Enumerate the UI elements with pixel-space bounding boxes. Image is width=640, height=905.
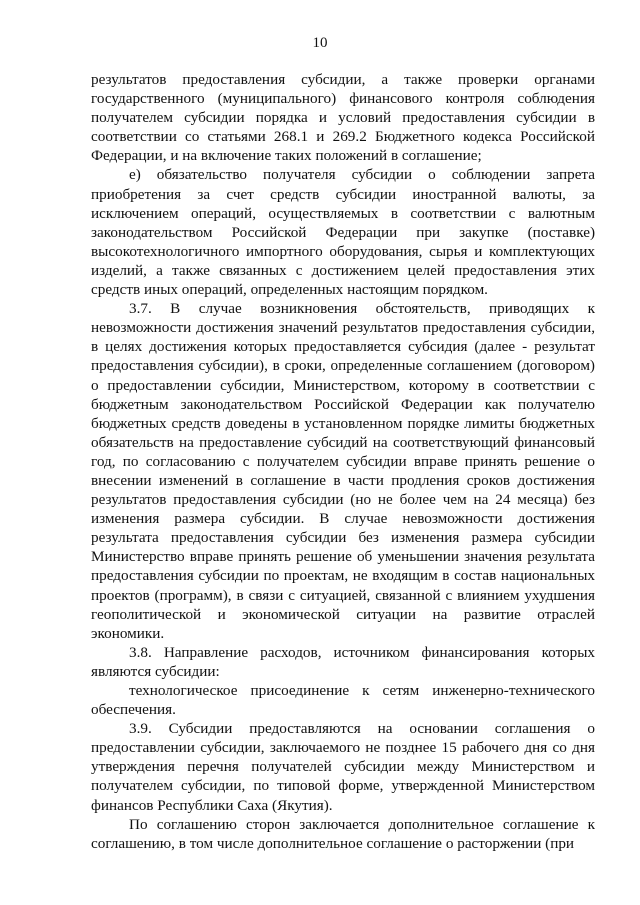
document-body [91,70,595,853]
paragraph-3-8: 3.8. Направление расходов, источником финансирования которых являются субсидии: [91,643,595,680]
page-number: 10 [312,35,328,51]
paragraph-additional-agreement: По соглашению сторон заключается дополнительное соглашение к соглашению, в том числе дополнительное соглашение о расторжении (при [91,815,595,852]
paragraph-continuation: результатов предоставления субсидии, а также проверки органами государственного (муниципального) финансового контроля соблюдения получателем субсидии порядка и условий предоставления субсидии в соответствии со статьями 268.1 и 269.2 Бюджетного кодекса Российской Федерации, и на включение таких положений в соглашение; [91,71,595,165]
paragraph-item-e: е) обязательство получателя субсидии о соблюдении запрета приобретения за счет средств субсидии иностранной валюты, за исключением операций, осуществляемых в соответствии с валютным законодательством Российской Федерации при закупке (поставке) высокотехнологичного импортного оборудования, сырья и комплектующих изделий, а также связанных с достижением целей предоставления этих средств иных операций, определенных настоящим порядком. [91,166,595,299]
paragraph-3-9: 3.9. Субсидии предоставляются на основании соглашения о предоставлении субсидии, заключаемого не позднее 15 рабочего дня со дня утверждения перечня получателей субсидии между Министерством и получателем субсидии, по типовой форме, утвержденной Министерством финансов Республики Саха (Якутия). [91,720,595,814]
paragraph-3-8-item: технологическое присоединение к сетям инженерно-технического обеспечения. [91,682,595,719]
paragraph-3-7: 3.7. В случае возникновения обстоятельств, приводящих к невозможности достижения значений результатов предоставления субсидии, в целях достижения которых предоставляется субсидия (далее - результат предоставления субсидии), в сроки, определенные соглашением (договором) о предоставлении субсидии, Министерством, которому в соответствии с бюджетным законодательством Российской Федерации как получателю бюджетных средств доведены в установленном порядке лимиты бюджетных обязательств на предоставление субсидий на соответствующий финансовый год, по согласованию с получателем субсидии вправе принять решение о внесении изменений в соглашение в части продления сроков достижения результатов предоставления субсидии (но не более чем на 24 месяца) без изменения размера субсидии. В случае невозможности достижения результата предоставления субсидии без изменения размера субсидии Министерство вправе принять решение об уменьшении значения результата предоставления субсидии по проектам, не входящим в состав национальных проектов (программ), в связи с ситуацией, связанной с влиянием ухудшения геополитической и экономической ситуации на развитие отраслей экономики. [91,300,595,642]
